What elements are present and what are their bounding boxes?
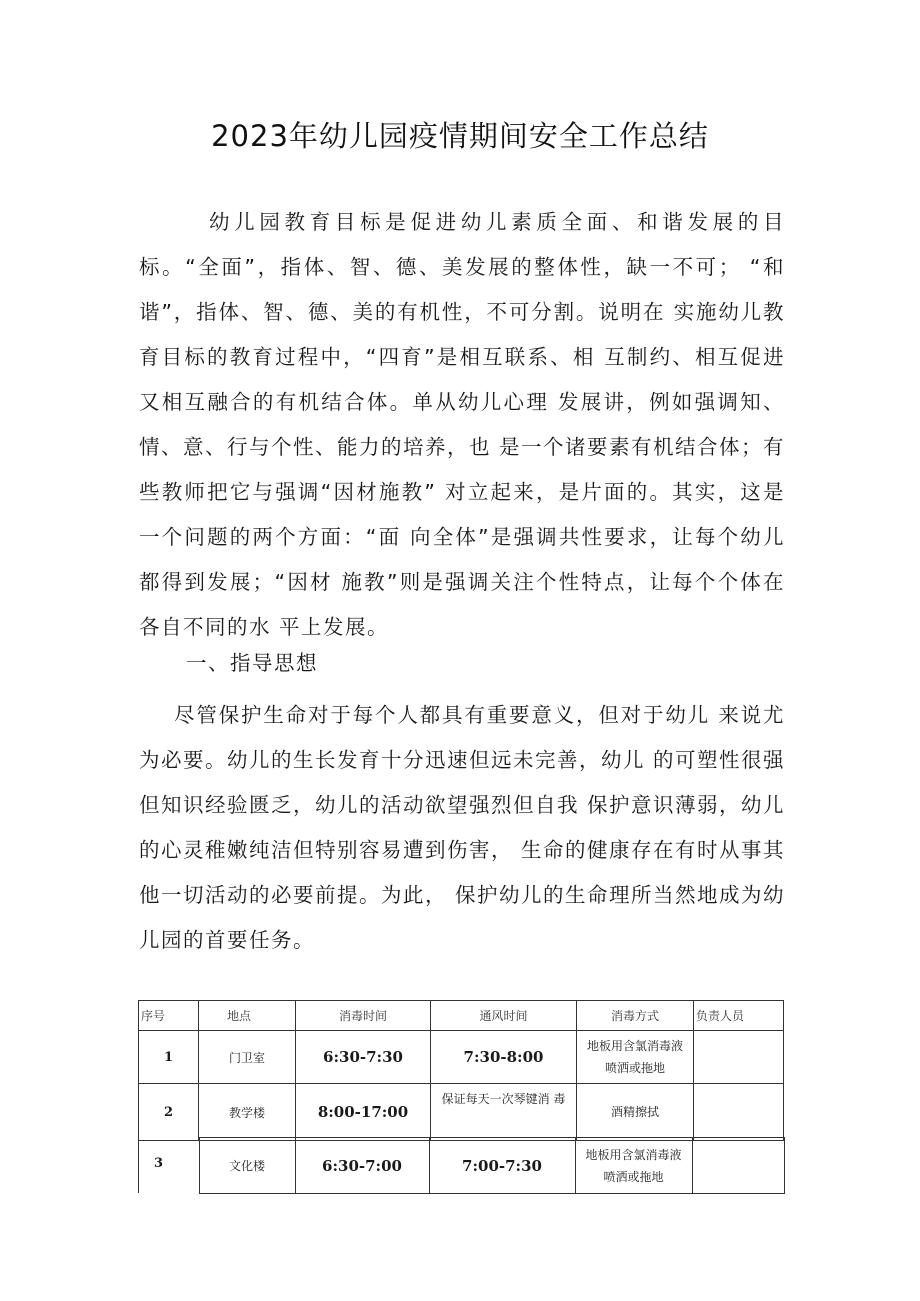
intro-paragraph: 幼儿园教育目标是促进幼儿素质全面、和谐发展的目 标。“全面”，指体、智、德、美发展的整体性，缺一不可； “和谐”，指体、智、德、美的有机性，不可分割。说明在 实施幼儿教育目标的教育过程中，“四育”是相互联系、相 互制约、相互促进又相互融合的有机结合体。单从幼儿心理 发展讲，例如强调知、情、意、行与个性、能力的培养，也 是一个诸要素有机结合体；有些教师把它与强调“因材施教” 对立起来，是片面的。其实，这是一个问题的两个方面：“面 向全体”是强调共性要求，让每个幼儿都得到发展；“因材 施教”则是强调关注个性特点，让每个个体在各自不同的水 平上发展。 bbox=[139, 210, 786, 639]
section-heading-guiding-ideology: 一、指导思想 bbox=[186, 651, 318, 675]
row-method-line2: 喷洒或拖地 bbox=[604, 1061, 665, 1075]
table-left-border-stub bbox=[138, 1137, 139, 1193]
disinfection-schedule-table-continued bbox=[154, 1137, 785, 1194]
guiding-ideology-paragraph: 尽管保护生命对于每个人都具有重要意义，但对于幼儿 来说尤为必要。幼儿的生长发育十分迅速但远未完善，幼儿 的可塑性很强但知识经验匮乏，幼儿的活动欲望强烈但自我 保护意识薄弱，幼儿的心灵稚嫩纯洁但特别容易遭到伤害， 生命的健康存在有时从事其他一切活动的必要前提。为此， 保护幼儿的生命理所当然地成为幼儿园的首要任务。 bbox=[139, 703, 786, 952]
header-person: 负责人员 bbox=[694, 1001, 784, 1031]
row-disinfect-time: 6:30-7:30 bbox=[296, 1031, 431, 1084]
header-disinfect-time: 消毒时间 bbox=[296, 1001, 431, 1031]
row-no: 3 bbox=[154, 1156, 164, 1171]
row-method bbox=[577, 1031, 694, 1084]
header-place: 地点 bbox=[199, 1001, 296, 1031]
table-row bbox=[139, 1031, 784, 1084]
row-disinfect-time: 8:00-17:00 bbox=[296, 1084, 431, 1141]
row-disinfect-time: 6:30-7:00 bbox=[295, 1138, 429, 1194]
row-vent-time: 7:30-8:00 bbox=[431, 1031, 577, 1084]
row-person bbox=[692, 1138, 784, 1194]
row-method bbox=[575, 1138, 692, 1194]
row-method: 酒精擦拭 bbox=[577, 1084, 694, 1141]
table-header-row bbox=[139, 1001, 784, 1031]
row-place: 教学楼 bbox=[199, 1084, 296, 1141]
row-person bbox=[694, 1084, 784, 1141]
table-row bbox=[139, 1084, 784, 1141]
row-no: 2 bbox=[139, 1084, 199, 1141]
row-no: 1 bbox=[139, 1031, 199, 1084]
row-method-line1: 地板用含氯消毒液 bbox=[586, 1039, 683, 1053]
row-person bbox=[694, 1031, 784, 1084]
row-place: 门卫室 bbox=[199, 1031, 296, 1084]
row-place: 文化楼 bbox=[199, 1138, 295, 1194]
row-vent-time: 保证每天一次琴键消 毒 bbox=[431, 1084, 577, 1141]
header-method: 消毒方式 bbox=[577, 1001, 694, 1031]
disinfection-schedule-table bbox=[138, 1000, 784, 1141]
document-title: 2023年幼儿园疫情期间安全工作总结 bbox=[211, 119, 709, 153]
header-no: 序号 bbox=[139, 1001, 199, 1031]
header-vent-time: 通风时间 bbox=[431, 1001, 577, 1031]
row-method-line2: 喷洒或拖地 bbox=[603, 1169, 664, 1184]
row-method-line1: 地板用含氯消毒液 bbox=[585, 1147, 682, 1162]
row-vent-time: 7:00-7:30 bbox=[429, 1138, 575, 1194]
table-row bbox=[199, 1138, 784, 1194]
